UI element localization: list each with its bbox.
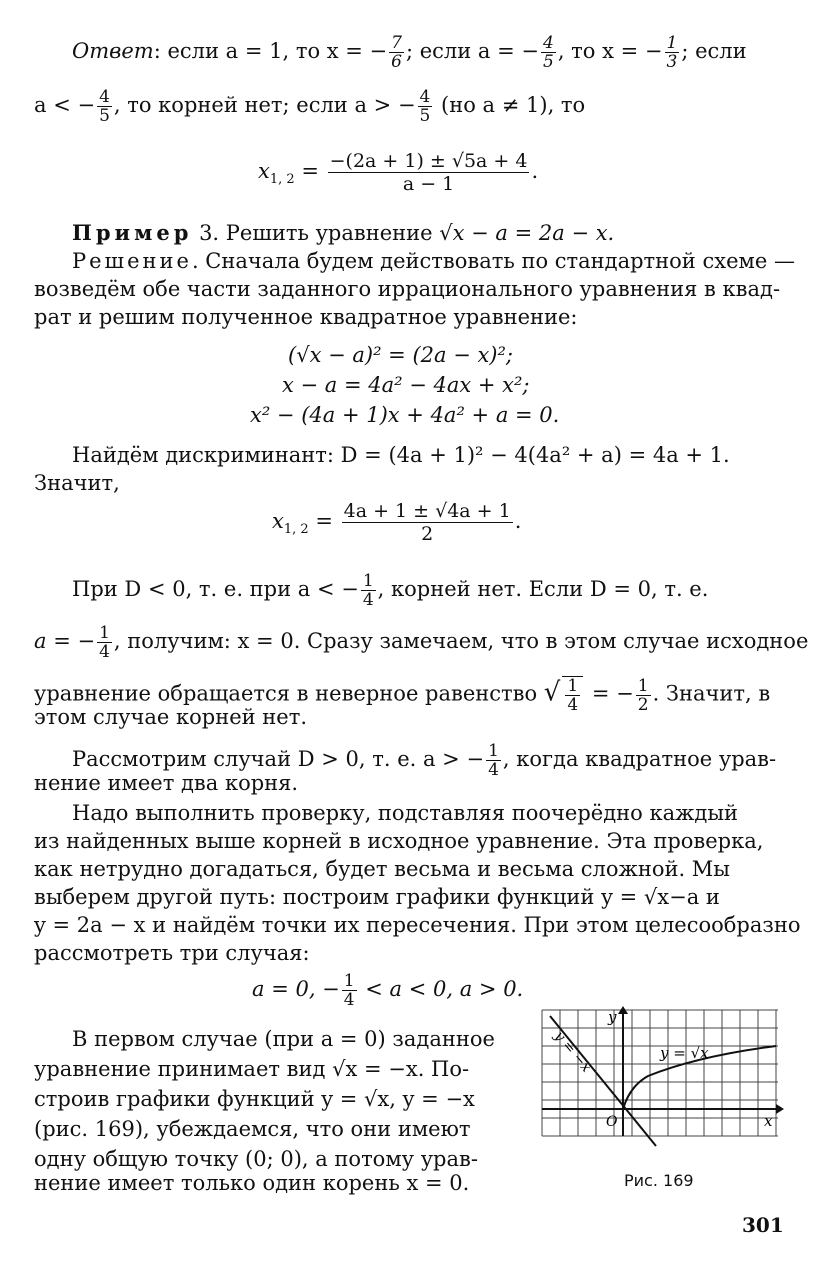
paragraph-line xyxy=(72,572,708,609)
numerator: 1 xyxy=(343,971,355,991)
numerator: 4a + 1 ± √4a + 1 xyxy=(343,500,511,522)
fraction xyxy=(361,572,376,609)
numerator: 4 xyxy=(419,87,431,107)
answer-line-2 xyxy=(34,88,585,125)
example-text: 3. Решить уравнение xyxy=(192,221,440,245)
paragraph-line: рассмотреть три случая: xyxy=(34,941,310,965)
answer-line-1 xyxy=(72,34,747,71)
text: Рассмотрим случай D > 0, т. е. a > − xyxy=(72,747,485,771)
numerator: 1 xyxy=(637,675,649,696)
paragraph-line: (рис. 169), убеждаемся, что они имеют xyxy=(34,1117,471,1141)
page-number: 301 xyxy=(742,1213,784,1237)
paragraph-line: y = 2a − x и найдём точки их пересечения. При этом целесообразно xyxy=(34,913,801,937)
fraction xyxy=(636,677,651,714)
paragraph-line: Надо выполнить проверку, подставляя поочерёдно каждый xyxy=(72,801,739,825)
fraction xyxy=(418,88,433,125)
answer-text: ; если xyxy=(681,39,747,63)
sqrt-sign: √ xyxy=(543,677,561,708)
denominator: 4 xyxy=(99,642,110,662)
solution-line-2: возведём обе части заданного иррационального уравнения в квад- xyxy=(34,277,781,301)
denominator: 5 xyxy=(419,106,431,126)
paragraph-line: как нетрудно догадаться, будет весьма и весьма сложной. Мы xyxy=(34,857,731,881)
formula-lhs: x xyxy=(272,509,284,533)
solution-line-1 xyxy=(72,248,795,274)
answer-text: (но a ≠ 1), то xyxy=(434,93,586,117)
example-heading-line xyxy=(72,220,614,246)
line-label: y = −x xyxy=(550,1028,595,1076)
paragraph-line: выберем другой путь: построим графики функций y = √x−a и xyxy=(34,885,720,909)
numerator: 1 xyxy=(567,676,579,696)
numerator: 1 xyxy=(99,623,110,643)
fraction xyxy=(342,500,513,545)
grid xyxy=(542,1010,778,1136)
numerator: −(2a + 1) ± √5a + 4 xyxy=(329,150,528,172)
answer-text: , то x = − xyxy=(557,39,663,63)
text: a = 0, − xyxy=(252,977,340,1001)
answer-text: ; если a = − xyxy=(405,39,539,63)
fraction xyxy=(97,624,112,661)
fraction xyxy=(541,34,556,71)
text: уравнение обращается в неверное равенство xyxy=(34,681,544,706)
x-axis-arrow xyxy=(776,1104,784,1114)
equation-3: x² − (4a + 1)x + 4a² + a = 0. xyxy=(250,403,560,427)
equation-1: (√x − a)² = (2a − x)²; xyxy=(288,343,513,367)
denominator: a − 1 xyxy=(402,173,455,195)
answer-text: : если a = 1, то x = − xyxy=(153,39,388,63)
denominator: 5 xyxy=(99,106,110,126)
answer-text: a < − xyxy=(34,93,96,117)
denominator: 6 xyxy=(391,52,402,72)
formula-subscript: 1, 2 xyxy=(283,522,309,538)
paragraph-line: нение имеет два корня. xyxy=(34,771,299,795)
fraction xyxy=(562,676,583,714)
numerator: 4 xyxy=(99,87,110,107)
sqrt-curve-label: y = √x xyxy=(660,1044,709,1062)
denominator: 2 xyxy=(421,523,434,545)
paragraph-line: уравнение принимает вид √x = −x. По- xyxy=(34,1057,470,1081)
roots-formula-1: $x_{1, 2}$ = $\frac{-(2a + 1) \pm √5a + 4}{a - 1}$ . xyxy=(258,150,539,195)
paragraph-line: из найденных выше корней в исходное уравнение. Эта проверка, xyxy=(34,829,764,853)
example-equation: √x − a = 2a − x. xyxy=(439,221,615,245)
denominator: 2 xyxy=(637,694,649,715)
paragraph-line xyxy=(34,624,808,661)
text: = − xyxy=(585,681,634,706)
fraction xyxy=(486,742,501,779)
paragraph-line: одну общую точку (0; 0), а потому урав- xyxy=(34,1147,478,1171)
denominator: 4 xyxy=(488,760,499,780)
figure-caption: Рис. 169 xyxy=(624,1171,694,1190)
denominator: 3 xyxy=(666,52,678,72)
text: , получим: x = 0. Сразу замечаем, что в этом случае исходное xyxy=(113,629,809,653)
figure-169-graph xyxy=(538,1006,784,1152)
fraction xyxy=(342,972,357,1009)
origin-label: O xyxy=(606,1114,618,1130)
cases-line xyxy=(252,972,523,1009)
example-heading: Пример xyxy=(72,220,193,245)
paragraph-line: нение имеет только один корень x = 0. xyxy=(34,1171,470,1195)
answer-label: Ответ xyxy=(72,39,154,63)
y-axis-label: y xyxy=(608,1008,617,1026)
numerator: 1 xyxy=(362,571,374,591)
solution-heading: Решение xyxy=(72,249,192,273)
text: При D < 0, т. е. при a < − xyxy=(72,577,359,601)
denominator: 5 xyxy=(543,52,554,72)
fraction xyxy=(389,34,404,71)
discriminant-line: Найдём дискриминант: D = (4a + 1)² − 4(4a² + a) = 4a + 1. xyxy=(72,443,730,467)
solution-text: . Сначала будем действовать по стандартной схеме — xyxy=(191,249,795,273)
text: a = − xyxy=(34,629,96,653)
formula-lhs: x xyxy=(258,159,270,183)
solution-line-3: рат и решим полученное квадратное уравнение: xyxy=(34,305,578,329)
fraction xyxy=(97,88,112,125)
numerator: 4 xyxy=(543,33,554,53)
answer-text: , то корней нет; если a > − xyxy=(113,93,416,117)
numerator: 1 xyxy=(488,741,499,761)
text: , когда квадратное урав- xyxy=(502,747,777,771)
denominator: 4 xyxy=(567,695,579,715)
text: , корней нет. Если D = 0, т. е. xyxy=(377,577,709,601)
paragraph-line: этом случае корней нет. xyxy=(34,705,308,729)
denominator: 4 xyxy=(343,990,355,1010)
therefore-line: Значит, xyxy=(34,471,120,495)
numerator: 1 xyxy=(666,33,678,53)
fraction xyxy=(328,150,530,195)
paragraph-line: строив графики функций y = √x, y = −x xyxy=(34,1087,475,1111)
equation-2: x − a = 4a² − 4ax + x²; xyxy=(282,373,530,397)
denominator: 4 xyxy=(362,590,374,610)
fraction xyxy=(665,34,680,71)
x-axis-label: x xyxy=(764,1112,773,1130)
numerator: 7 xyxy=(391,33,402,53)
roots-formula-2: $x_{1, 2}$ = $\frac{4a + 1 \pm √4a + 1}{2}$ . xyxy=(272,500,522,545)
text: < a < 0, a > 0. xyxy=(358,977,524,1001)
formula-subscript: 1, 2 xyxy=(269,172,295,188)
text: . Значит, в xyxy=(652,681,771,706)
paragraph-line: В первом случае (при a = 0) заданное xyxy=(72,1027,495,1051)
